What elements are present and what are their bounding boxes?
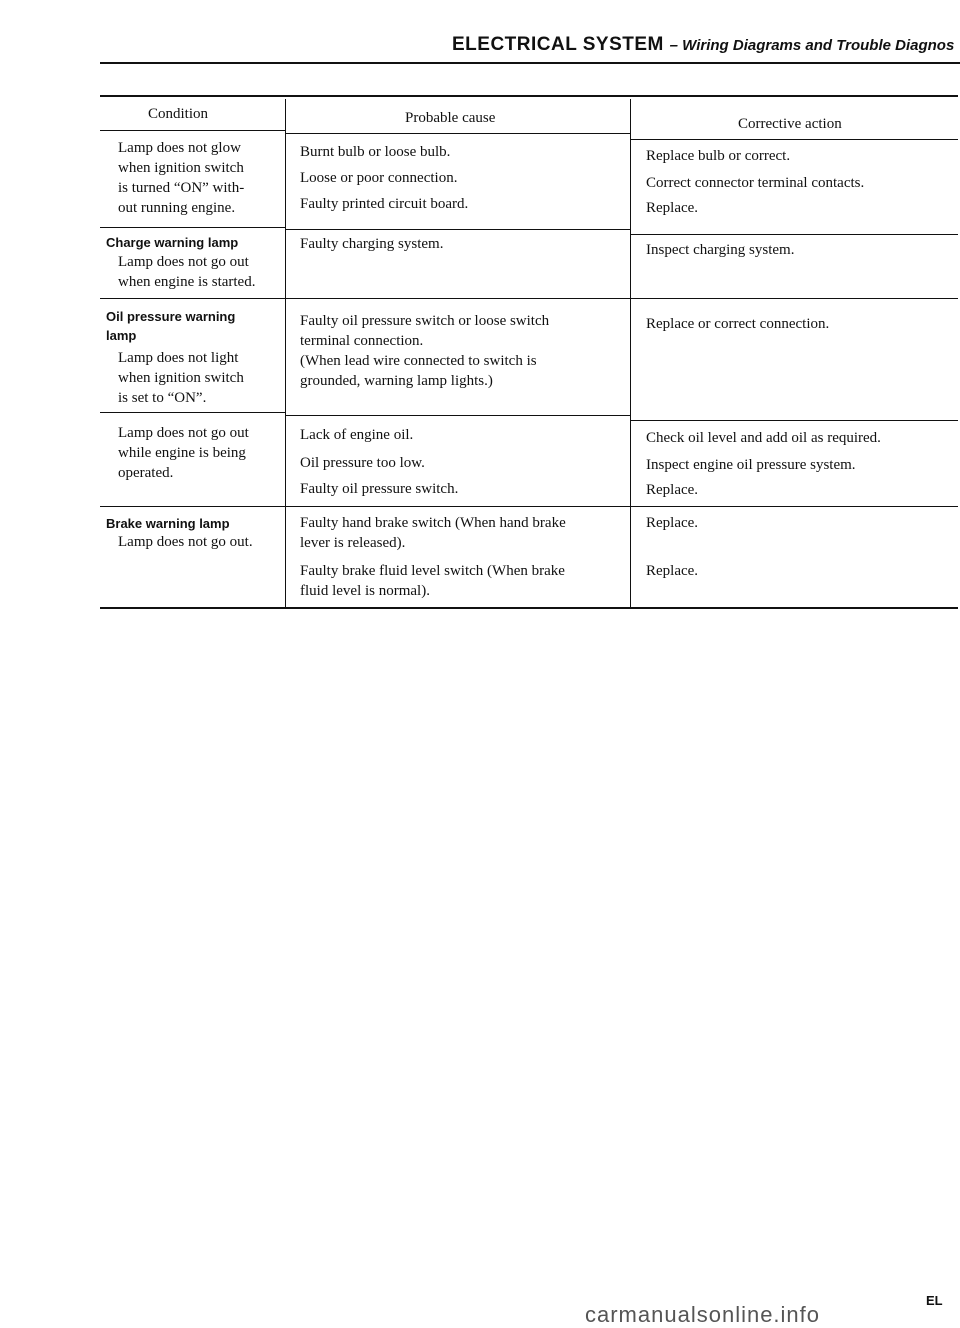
page-title [452,34,954,56]
header-rule [100,62,960,64]
action-item: Replace. [646,200,699,216]
header-rule-right [630,139,958,140]
table-top-rule [100,95,958,97]
troubleshooting-table [100,95,958,611]
condition-cell: Lamp does not go out while engine is being operated. [118,425,249,481]
row-rule [630,234,958,235]
action-item: Replace. [646,515,699,531]
row-rule [100,506,958,507]
column-divider-2 [630,99,631,609]
row-rule [100,298,958,299]
page-title-main: ELECTRICAL SYSTEM [452,34,664,55]
section-label-charge-warning-lamp: Charge warning lamp [106,235,239,250]
cause-item: Burnt bulb or loose bulb. [300,144,451,160]
action-item: Replace. [646,563,699,579]
action-item: Replace bulb or correct. [646,148,791,164]
column-header-corrective-action: Corrective action [738,116,842,132]
row-rule [100,227,285,228]
cause-item: Faulty oil pressure switch. [300,481,459,497]
row-rule [630,420,958,421]
action-item: Replace or correct connection. [646,316,830,332]
condition-cell: Lamp does not go out. [118,534,253,550]
column-header-condition: Condition [148,106,209,122]
action-item: Inspect charging system. [646,242,795,258]
action-item: Replace. [646,482,699,498]
action-item: Inspect engine oil pressure system. [646,457,856,473]
cause-item: Faulty printed circuit board. [300,196,469,212]
cause-item: Loose or poor connection. [300,170,458,186]
cause-item: Faulty brake fluid level switch (When brake fluid level is normal). [300,563,565,599]
section-label-brake-warning-lamp: Brake warning lamp [106,516,230,531]
page-subtitle: – Wiring Diagrams and Trouble Diagnos [669,37,955,54]
row-rule [285,229,630,230]
column-divider-1 [285,99,286,609]
watermark: carmanualsonline.info [585,1302,821,1327]
cause-item: Oil pressure too low. [300,455,425,471]
column-header-probable-cause: Probable cause [405,110,496,126]
condition-cell: Lamp does not light when ignition switch is set to “ON”. [118,350,244,406]
condition-cell: Lamp does not go out when engine is started. [118,254,256,290]
condition-cell: Lamp does not glow when ignition switch is turned “ON” with- out running engine. [118,140,245,216]
row-rule [285,415,630,416]
section-label-oil-pressure-warning-lamp: Oil pressure warning lamp [106,309,236,343]
section-code: EL [926,1293,943,1308]
cause-item: Lack of engine oil. [300,427,414,443]
cause-item: Faulty oil pressure switch or loose switch terminal connection. (When lead wire connected to switch is grounded, warning lamp lights.) [300,313,550,389]
header-rule-mid [285,133,630,134]
cause-item: Faulty charging system. [300,236,444,252]
action-item: Check oil level and add oil as required. [646,430,881,446]
header-rule-left [100,130,285,131]
action-item: Correct connector terminal contacts. [646,175,865,191]
row-rule [100,412,285,413]
table-bottom-rule [100,607,958,609]
cause-item: Faulty hand brake switch (When hand brake lever is released). [300,515,566,551]
